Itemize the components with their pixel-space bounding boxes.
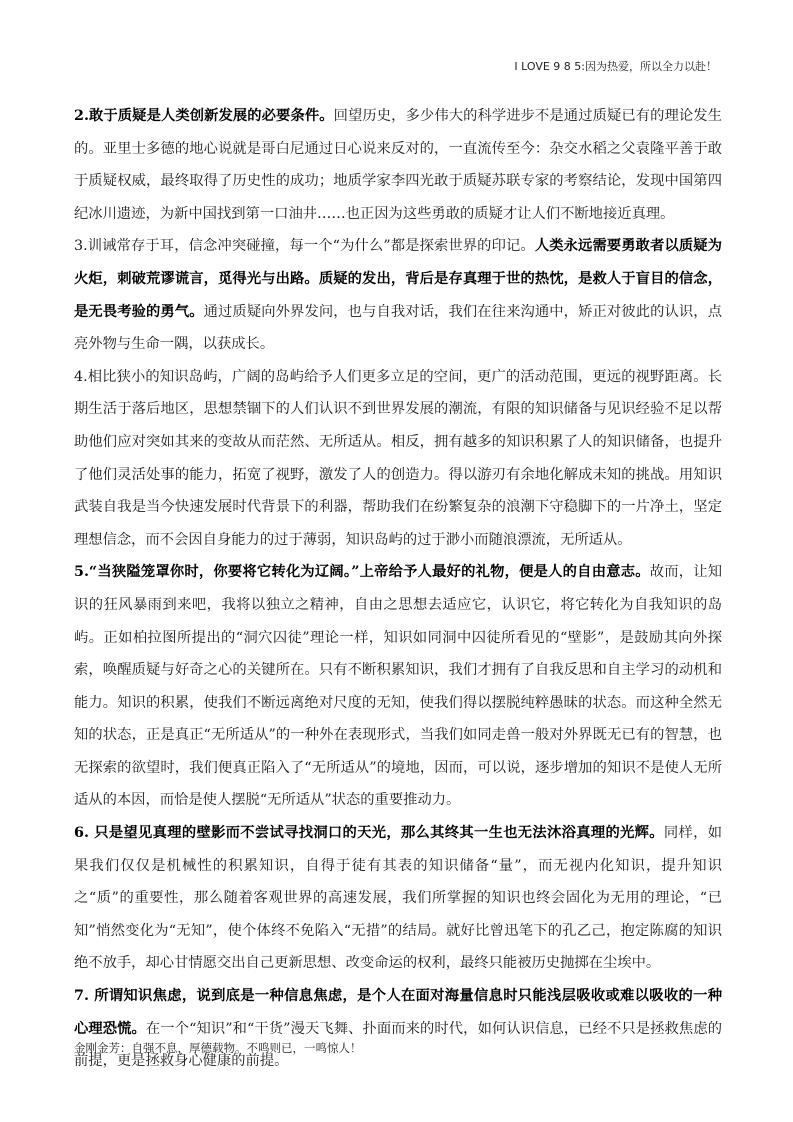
paragraph-4	[74, 361, 722, 557]
paragraph-7-bold: 7. 所谓知识焦虑，说到底是一种信息焦虑，是个人在面对海量信息时只能浅层吸收或难以吸收的一种心理恐慌。	[74, 988, 722, 1037]
paragraph-6-text: 同样，如果我们仅仅是机械性的积累知识，自得于徒有其表的知识储备“量”，而无视内化知识，提升知识之“质”的重要性，那么随着客观世界的高速发展，我们所掌握的知识也终会固化为无用的理论，“已知”悄然变化为“无知”，使个体终不免陷入“无措”的结局。就好比曾迅笔下的孔乙己，抱定陈腐的知识绝不放手，却心甘情愿交出自己更新思想、改变命运的权利，最终只能被历史抛掷在尘埃中。	[74, 825, 722, 972]
paragraph-5	[74, 556, 722, 817]
paragraph-5-text: 故而，让知识的狂风暴雨到来吧，我将以独立之精神，自由之思想去适应它，认识它，将它转化为自我知识的岛屿。正如柏拉图所提出的“洞穴囚徒”理论一样，知识如同洞中囚徒所看见的“壁影”，是鼓励其向外探索，唤醒质疑与好奇之心的关键所在。只有不断积累知识，我们才拥有了自我反思和自主学习的动机和能力。知识的积累，使我们不断远离绝对尺度的无知，使我们得以摆脱纯粹愚昧的状态。而这种全然无知的状态，正是真正“无所适从”的一种外在表现形式，当我们如同走兽一般对外界既无已有的智慧，也无探索的欲望时，我们便真正陷入了“无所适从”的境地，因而，可以说，逐步增加的知识不是使人无所适从的本因，而恰是使人摆脱“无所适从”状态的重要推动力。	[74, 564, 723, 809]
paragraph-3-lead: 3.训诫常存于耳，信念冲突碰撞，每一个“为什么”都是探索世界的印记。	[74, 238, 535, 255]
paragraph-2-text: 回望历史，多少伟大的科学进步不是通过质疑已有的理论发生的。亚里士多德的地心说就是哥白尼通过日心说来反对的，一直流传至今：杂交水稻之父袁隆平善于敢于质疑权威，最终取得了历史性的成功；地质学家李四光敢于质疑苏联专家的考察结论，发现中国第四纪冰川遗迹，为新中国找到第一口油井……也正因为这些勇敢的质疑才让人们不断地接近真理。	[74, 108, 722, 222]
page-footer: 金刚金芳：自强不息，厚德载物。不鸣则已，一鸣惊人！	[74, 1041, 362, 1055]
paragraph-5-bold: 5.“当狭隘笼罩你时，你要将它转化为辽阔。”上帝给予人最好的礼物，便是人的自由意志。	[74, 564, 650, 581]
page-header: I LOVE 9 8 5:因为热爱，所以全力以赴！	[514, 60, 717, 73]
paragraph-3-bold: 人类永远需要勇敢者以质疑为火炬，刺破荒谬谎言，觅得光与出路。质疑的发出，背后是存真理于世的热忱，是救人于盲目的信念，是无畏考验的勇气。	[74, 238, 722, 320]
paragraph-7-text: 在一个“知识”和“干货”漫天飞舞、扑面而来的时代，如何认识信息，已经不只是拯救焦虑的前提，更是拯救身心健康的前提。	[74, 1020, 723, 1070]
paragraph-2-bold: 2.敢于质疑是人类创新发展的必要条件。	[74, 108, 334, 124]
paragraph-3	[74, 230, 722, 360]
paragraph-6	[74, 817, 722, 980]
paragraph-7	[74, 980, 722, 1078]
paragraph-4-text: 4.相比狭小的知识岛屿，广阔的岛屿给予人们更多立足的空间，更广的活动范围，更远的视野距离。长期生活于落后地区，思想禁锢下的人们认识不到世界发展的潮流，有限的知识储备与见识经验不足以帮助他们应对突如其来的变故从而茫然、无所适从。相反，拥有越多的知识积累了人的知识储备，也提升了他们灵活处事的能力，拓宽了视野，激发了人的创造力。得以游刃有余地化解成未知的挑战。用知识武装自我是当今快速发展时代背景下的利器，帮助我们在纷繁复杂的浪潮下守稳脚下的一片净土，坚定理想信念，而不会因自身能力的过于薄弱，知识岛屿的过于渺小而随浪漂流，无所适从。	[74, 368, 722, 548]
document-body	[74, 100, 722, 1078]
paragraph-3-text: 通过质疑向外界发问，也与自我对话，我们在往来沟通中，矫正对彼此的认识，点亮外物与生命一隅，以获成长。	[74, 303, 723, 353]
paragraph-6-bold: 6. 只是望见真理的壁影而不尝试寻找洞口的天光，那么其终其一生也无法沐浴真理的光辉。	[74, 825, 664, 842]
paragraph-2	[74, 100, 722, 230]
